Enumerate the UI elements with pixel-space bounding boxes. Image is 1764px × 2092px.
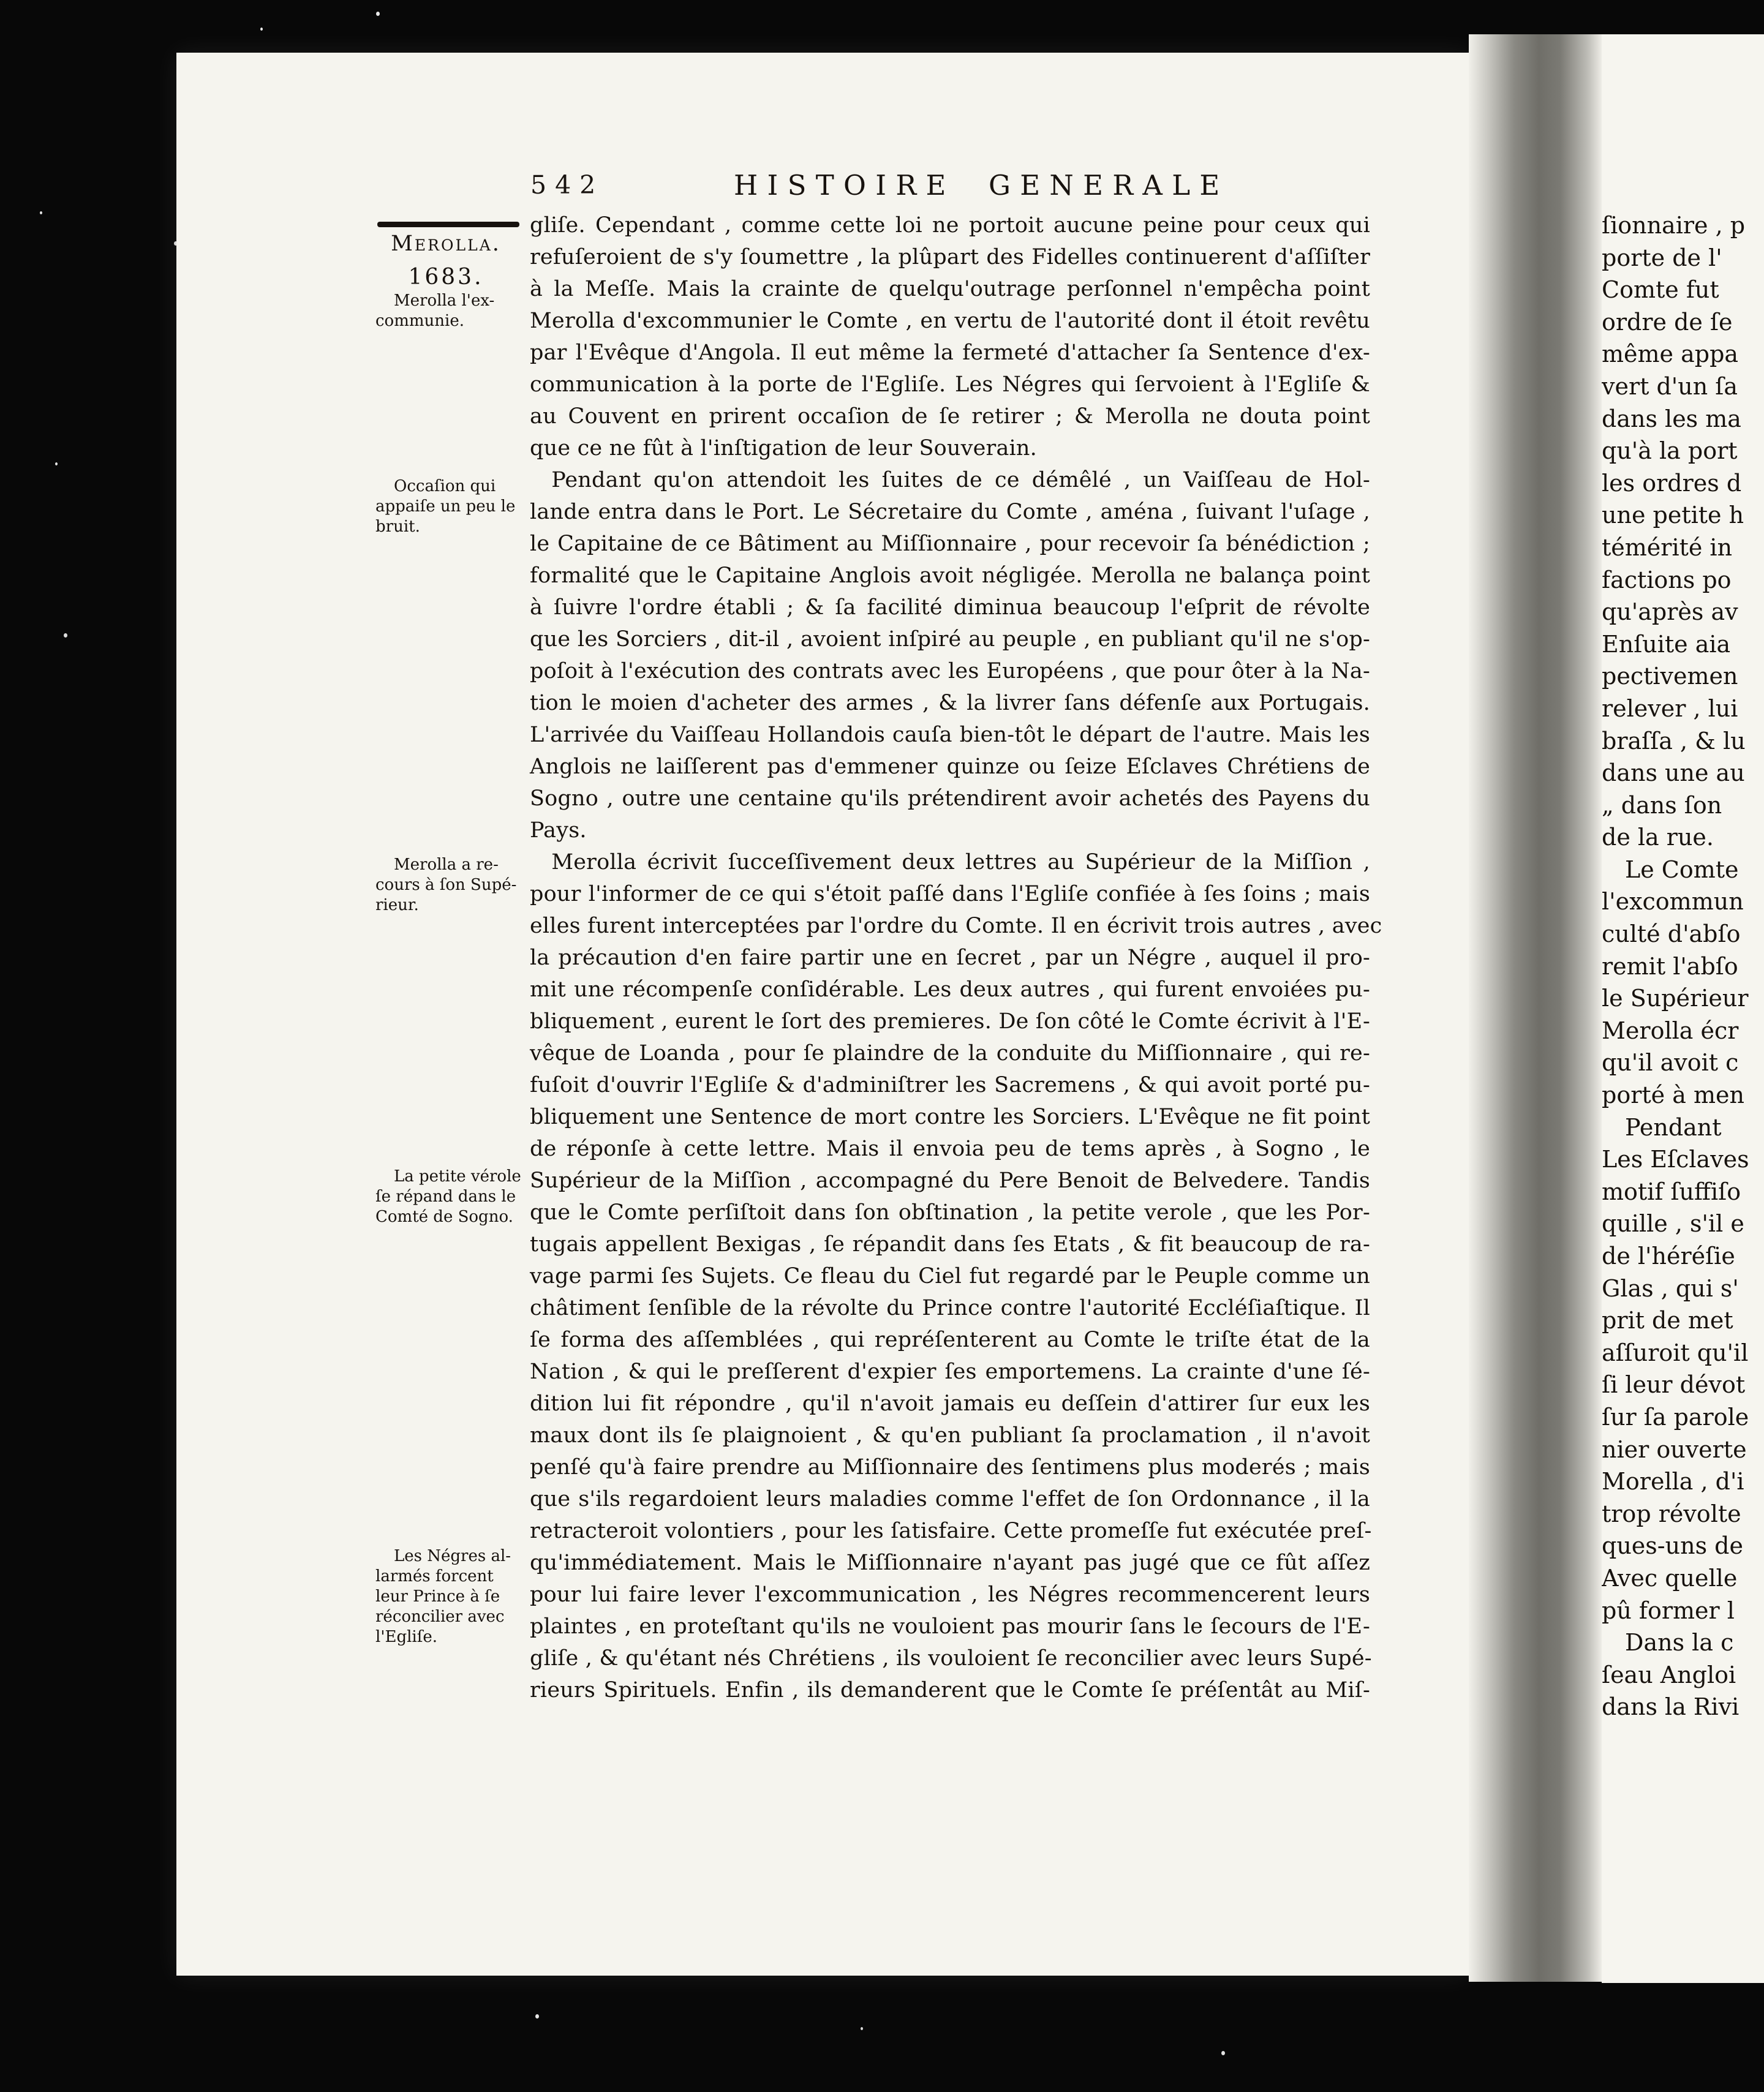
body-line: que le Comte perſiſtoit dans ſon obſtination , la petite verole , que les Por-	[530, 1200, 1370, 1225]
body-line: vêque de Loanda , pour ſe plaindre de la conduite du Miſſionnaire , qui re-	[530, 1041, 1370, 1066]
adjacent-page-line: quille , s'il e	[1602, 1210, 1744, 1238]
margin-note	[375, 855, 522, 916]
body-line: gliſe , & qu'étant nés Chrétiens , ils vouloient ſe reconcilier avec leurs Supé-	[530, 1646, 1372, 1671]
adjacent-page-line: qu'après av	[1602, 598, 1738, 626]
adjacent-page-line: témérité in	[1602, 533, 1733, 561]
adjacent-page-line: porte de l'	[1602, 244, 1722, 271]
adjacent-page-line: le Supérieur	[1602, 985, 1749, 1012]
adjacent-page-line: nier ouverte	[1602, 1435, 1747, 1463]
margin-note-line: appaiſe un peu le	[375, 497, 516, 516]
margin-note-line: ſe répand dans le	[375, 1187, 516, 1206]
margin-note-line: Merolla a re-	[394, 856, 499, 874]
adjacent-page-line: Avec quelle	[1602, 1564, 1738, 1592]
margin-note-line: réconcilier avec	[375, 1608, 505, 1626]
body-line: mit une récompenſe conſidérable. Les deux autres , qui furent envoiées pu-	[530, 977, 1370, 1002]
body-line: Supérieur de la Miſſion , accompagné du Pere Benoit de Belvedere. Tandis	[530, 1168, 1370, 1193]
adjacent-page-line: factions po	[1602, 566, 1732, 593]
body-text	[530, 209, 1382, 1706]
adjacent-page-line: Les Eſclaves	[1602, 1146, 1749, 1173]
adjacent-page-line: pectivemen	[1602, 663, 1738, 690]
adjacent-page-text	[1602, 209, 1764, 1802]
adjacent-page-line: Morella , d'i	[1602, 1468, 1744, 1496]
body-line: retracteroit volontiers , pour les ſatisfaire. Cette promeſſe fut exécutée preſ-	[530, 1519, 1372, 1543]
adjacent-page-line: ſur ſa parole	[1602, 1403, 1749, 1431]
adjacent-page-line: braſſa , & lu	[1602, 727, 1746, 754]
adjacent-page-line: ques-uns de	[1602, 1532, 1743, 1560]
body-line: bliquement , eurent le ſort des premieres. De ſon côté le Comte écrivit à l'E-	[530, 1009, 1370, 1034]
body-line: vage parmi ſes Sujets. Ce fleau du Ciel fut regardé par le Peuple comme un	[530, 1264, 1370, 1289]
adjacent-page-line: ordre de ſe	[1602, 308, 1733, 336]
adjacent-page-edge	[1602, 34, 1764, 1983]
body-line: pour l'informer de ce qui s'étoit paſſé dans l'Egliſe confiée à ſes ſoins ; mais	[530, 882, 1370, 906]
body-line: maux dont ils ſe plaignoient , & qu'en publiant ſa proclamation , il n'avoit	[530, 1423, 1370, 1448]
adjacent-page-line: motif ſuffiſo	[1602, 1178, 1741, 1205]
body-line: Pendant qu'on attendoit les ſuites de ce démêlé , un Vaiſſeau de Hol-	[530, 468, 1370, 492]
body-line: pour lui faire lever l'excommunication , les Négres recommencerent leurs	[530, 1582, 1370, 1607]
body-line: elles furent interceptées par l'ordre du Comte. Il en écrivit trois autres , avec	[530, 914, 1382, 938]
adjacent-page-line: Pendant	[1602, 1113, 1722, 1141]
body-line: à la Meſſe. Mais la crainte de quelqu'outrage perſonnel n'empêcha point	[530, 277, 1370, 301]
margin-note	[375, 1546, 522, 1647]
body-line: au Couvent en prirent occaſion de ſe retirer ; & Merolla ne douta point	[530, 404, 1370, 429]
film-speckles	[260, 28, 263, 31]
body-line: poſoit à l'exécution des contrats avec les Européens , que pour ôter à la Na-	[530, 659, 1370, 683]
adjacent-page-line: Glas , qui s'	[1602, 1274, 1739, 1302]
body-line: que s'ils regardoient leurs maladies comme l'effet de ſon Ordonnance , il la	[530, 1487, 1370, 1511]
adjacent-page-line: pû former l	[1602, 1597, 1735, 1624]
adjacent-page-line: qu'à la port	[1602, 437, 1738, 465]
adjacent-page-line: prit de met	[1602, 1307, 1733, 1334]
adjacent-page-line: même appa	[1602, 341, 1739, 368]
adjacent-page-line: ſionnaire , p	[1602, 212, 1746, 239]
body-line: Merolla d'excommunier le Comte , en vertu de l'autorité dont il étoit revêtu	[530, 309, 1370, 333]
body-line: rieurs Spirituels. Enfin , ils demanderent que le Comte ſe préſentât au Miſ-	[530, 1678, 1370, 1703]
body-line: plaintes , en proteſtant qu'ils ne vouloient pas mourir ſans le ſecours de l'E-	[530, 1614, 1370, 1639]
adjacent-page-line: porté à men	[1602, 1082, 1744, 1109]
body-line: Nation , & qui le preſſerent d'expier ſes emportemens. La crainte d'une ſé-	[530, 1360, 1370, 1384]
page-number: 542	[530, 170, 605, 200]
body-line: tugais appellent Bexigas , ſe répandit dans ſes Etats , & fit beaucoup de ra-	[530, 1232, 1370, 1257]
body-line: ſe forma des aſſemblées , qui repréſenterent au Comte le triſte état de la	[530, 1328, 1370, 1352]
adjacent-page-line: dans une au	[1602, 759, 1745, 787]
margin-note-line: rieur.	[375, 896, 419, 914]
margin-rule	[377, 222, 519, 227]
body-line: gliſe. Cependant , comme cette loi ne portoit aucune peine pour ceux qui	[530, 213, 1370, 238]
page-gutter-shadow	[1469, 34, 1604, 1982]
adjacent-page-line: aſſuroit qu'il	[1602, 1339, 1749, 1366]
margin-note-line: larmés forcent	[375, 1567, 494, 1586]
adjacent-page-line: Le Comte	[1602, 856, 1739, 883]
adjacent-page-line: de l'héréſie	[1602, 1243, 1735, 1270]
margin-note	[375, 1167, 522, 1227]
adjacent-page-line: de la rue.	[1602, 824, 1714, 851]
body-line: Anglois ne laiſſerent pas d'emmener quinze ou ſeize Eſclaves Chrétiens de	[530, 754, 1370, 779]
book-page-left	[176, 53, 1470, 1976]
margin-note-line: La petite vérole	[394, 1167, 521, 1186]
body-line: à ſuivre l'ordre établi ; & ſa facilité diminua beaucoup l'eſprit de révolte	[530, 595, 1370, 620]
body-line: penſé qu'à faire prendre au Miſſionnaire des ſentimens plus moderés ; mais	[530, 1455, 1370, 1480]
adjacent-page-line: Dans la c	[1602, 1629, 1734, 1657]
body-line: Pays.	[530, 818, 587, 843]
margin-note	[375, 476, 522, 537]
body-line: de réponſe à cette lettre. Mais il envoia peu de tems après , à Sogno , le	[530, 1137, 1370, 1161]
adjacent-page-line: ſeau Angloi	[1602, 1661, 1736, 1688]
adjacent-page-line: qu'il avoit c	[1602, 1049, 1739, 1077]
adjacent-page-line: les ordres d	[1602, 469, 1742, 497]
adjacent-page-line: Enſuite aia	[1602, 630, 1731, 658]
margin-year: 1683.	[408, 265, 484, 290]
margin-note-line: Comté de Sogno.	[375, 1208, 513, 1226]
margin-author-label: Merolla.	[391, 231, 501, 256]
adjacent-page-line: remit l'abſo	[1602, 952, 1738, 980]
adjacent-page-line: „ dans ſon	[1602, 791, 1722, 819]
margin-note-line: cours à ſon Supé-	[375, 876, 517, 894]
margin-note-line: Merolla l'ex-	[394, 292, 495, 310]
margin-note-line: leur Prince à ſe	[375, 1587, 500, 1606]
body-line: fuſoit d'ouvrir l'Egliſe & d'adminiſtrer les Sacremens , & qui avoit porté pu-	[530, 1073, 1370, 1097]
body-line: la précaution d'en faire partir une en ſecret , par un Négre , auquel il pro-	[530, 946, 1370, 970]
margin-note-line: Occaſion qui	[394, 477, 496, 495]
body-line: Sogno , outre une centaine qu'ils prétendirent avoir achetés des Payens du	[530, 786, 1370, 811]
body-line: dition lui fit répondre , qu'il n'avoit jamais eu deſſein d'attirer ſur eux les	[530, 1391, 1370, 1416]
adjacent-page-line: vert d'un ſa	[1602, 372, 1738, 400]
body-line: que les Sorciers , dit-il , avoient inſpiré au peuple , en publiant qu'il ne s'op-	[530, 627, 1370, 652]
adjacent-page-line: trop révolte	[1602, 1500, 1741, 1527]
margin-note-line: bruit.	[375, 517, 420, 536]
body-line: communication à la porte de l'Egliſe. Les Négres qui ſervoient à l'Egliſe &	[530, 372, 1370, 397]
adjacent-page-line: l'excommun	[1602, 888, 1744, 916]
adjacent-page-line: Comte fut	[1602, 276, 1719, 304]
adjacent-page-line: dans la Rivi	[1602, 1693, 1740, 1721]
body-line: L'arrivée du Vaiſſeau Hollandois cauſa bien-tôt le départ de l'autre. Mais les	[530, 723, 1370, 747]
margin-note-line: communie.	[375, 312, 464, 330]
running-title: HISTOIRE GENERALE	[734, 169, 1229, 201]
body-line: châtiment ſenſible de la révolte du Prince contre l'autorité Eccléſiaſtique. Il	[530, 1296, 1370, 1320]
margin-note-line: Les Négres al-	[394, 1547, 511, 1565]
margin-note	[375, 291, 522, 331]
body-line: qu'immédiatement. Mais le Miſſionnaire n'ayant pas jugé que ce fût aſſez	[530, 1551, 1370, 1575]
body-line: formalité que le Capitaine Anglois avoit négligée. Merolla ne balança point	[530, 563, 1370, 588]
margin-note-line: l'Egliſe.	[375, 1628, 437, 1646]
adjacent-page-line: ſi leur dévot	[1602, 1371, 1746, 1399]
body-line: lande entra dans le Port. Le Sécretaire du Comte , aména , ſuivant l'uſage ,	[530, 500, 1370, 524]
adjacent-page-line: relever , lui	[1602, 694, 1738, 722]
adjacent-page-line: culté d'abſo	[1602, 920, 1741, 948]
body-line: bliquement une Sentence de mort contre les Sorciers. L'Evêque ne fit point	[530, 1105, 1370, 1129]
body-line: refuſeroient de s'y ſoumettre , la plûpart des Fidelles continuerent d'aſſiſter	[530, 245, 1370, 269]
adjacent-page-line: Merolla écr	[1602, 1017, 1739, 1044]
body-line: tion le moien d'acheter des armes , & la livrer ſans défenſe aux Portugais.	[530, 691, 1370, 715]
body-line: le Capitaine de ce Bâtiment au Miſſionnaire , pour recevoir ſa bénédiction ;	[530, 532, 1370, 556]
adjacent-page-line: une petite h	[1602, 502, 1744, 529]
adjacent-page-line: dans les ma	[1602, 405, 1741, 432]
body-line: par l'Evêque d'Angola. Il eut même la fermeté d'attacher ſa Sentence d'ex-	[530, 341, 1370, 365]
body-line: Merolla écrivit ſucceſſivement deux lettres au Supérieur de la Miſſion ,	[530, 850, 1370, 875]
body-line: que ce ne fût à l'inſtigation de leur Souverain.	[530, 436, 1037, 461]
